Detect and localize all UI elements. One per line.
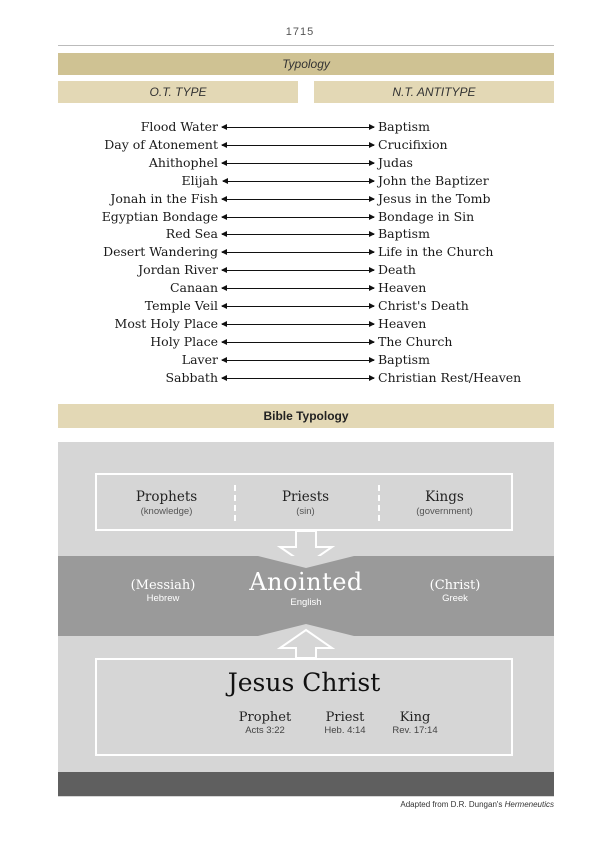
page-number: 1715 xyxy=(285,26,315,38)
nt-antitype-item: Christian Rest/Heaven xyxy=(378,369,522,385)
role-word: Prophet xyxy=(238,710,292,725)
nt-antitype-item: Life in the Church xyxy=(378,244,494,260)
nt-antitype-item: Heaven xyxy=(378,280,427,296)
credit-line xyxy=(58,800,554,809)
nt-antitype-item: Baptism xyxy=(378,119,430,134)
typology-pair-row xyxy=(0,297,600,315)
office-name: Priests xyxy=(281,489,330,505)
double-arrow-icon xyxy=(222,199,374,200)
credit-prefix: Adapted from D.R. Dungan's xyxy=(400,800,505,809)
typology-pair-row xyxy=(0,208,600,226)
role-ref: Acts 3:22 xyxy=(245,725,285,736)
role-ref: Heb. 4:14 xyxy=(324,725,366,736)
ot-type-item: Desert Wandering xyxy=(103,244,218,260)
jesus-christ-box xyxy=(95,658,513,756)
office-sub: (sin) xyxy=(296,506,315,517)
nt-antitype-item: Bondage in Sin xyxy=(378,208,475,224)
double-arrow-icon xyxy=(222,127,374,128)
double-arrow-icon xyxy=(222,288,374,289)
ot-type-item: Flood Water xyxy=(140,119,218,134)
role-prophet xyxy=(225,710,305,736)
office-name: Kings xyxy=(425,489,464,505)
typology-pair-row xyxy=(0,172,600,190)
double-arrow-icon xyxy=(222,360,374,361)
nt-antitype-item: John the Baptizer xyxy=(378,172,489,188)
role-word: Priest xyxy=(325,710,365,725)
nt-antitype-item: Death xyxy=(378,262,416,278)
nt-antitype-item: Crucifixion xyxy=(378,136,448,152)
typology-pair-row xyxy=(0,279,600,297)
bible-typology-title: Bible Typology xyxy=(58,404,554,428)
ot-type-item: Sabbath xyxy=(165,369,218,385)
role-word: King xyxy=(399,710,431,725)
nt-antitype-item: Baptism xyxy=(378,226,430,242)
ot-type-item: Jordan River xyxy=(138,262,218,278)
office-prophets xyxy=(97,489,236,517)
band-notch-top xyxy=(58,556,554,568)
ot-type-item: Laver xyxy=(181,351,218,367)
messiah-language: Hebrew xyxy=(146,593,180,604)
ot-type-item: Red Sea xyxy=(165,226,218,242)
ot-type-item: Egyptian Bondage xyxy=(101,208,218,224)
typology-pair-row xyxy=(0,118,600,136)
double-arrow-icon xyxy=(222,306,374,307)
header-rule xyxy=(58,45,554,46)
bible-typology-diagram xyxy=(58,442,554,797)
typology-pair-row xyxy=(0,136,600,154)
double-arrow-icon xyxy=(222,145,374,146)
typology-pair-row xyxy=(0,333,600,351)
anointed-label xyxy=(206,568,406,608)
typology-pair-row xyxy=(0,315,600,333)
double-arrow-icon xyxy=(222,270,374,271)
office-sub: (government) xyxy=(416,506,473,517)
role-priest xyxy=(305,710,385,736)
double-arrow-icon xyxy=(222,252,374,253)
ot-type-item: Day of Atonement xyxy=(104,136,218,152)
nt-antitype-item: Baptism xyxy=(378,351,430,367)
typology-pair-row xyxy=(0,243,600,261)
role-ref: Rev. 17:14 xyxy=(392,725,438,736)
anointed-language: English xyxy=(290,597,322,608)
typology-pair-row xyxy=(0,351,600,369)
ot-type-item: Ahithophel xyxy=(148,154,218,170)
double-arrow-icon xyxy=(222,378,374,379)
nt-antitype-item: Judas xyxy=(378,154,413,170)
typology-pair-row xyxy=(0,369,600,387)
credit-work: Hermeneutics xyxy=(504,800,554,809)
role-king xyxy=(375,710,455,736)
jesus-christ-title: Jesus Christ xyxy=(227,668,381,697)
ot-type-item: Canaan xyxy=(169,280,218,296)
christ-word: (Christ) xyxy=(429,578,481,593)
double-arrow-icon xyxy=(222,324,374,325)
typology-pair-row xyxy=(0,225,600,243)
ot-type-item: Elijah xyxy=(181,172,218,188)
double-arrow-icon xyxy=(222,342,374,343)
double-arrow-icon xyxy=(222,234,374,235)
ot-type-item: Most Holy Place xyxy=(114,315,218,331)
nt-antitype-item: Jesus in the Tomb xyxy=(378,190,491,206)
double-arrow-icon xyxy=(223,181,374,182)
anointed-band xyxy=(58,556,554,636)
typology-pair-row xyxy=(0,190,600,208)
typology-title: Typology xyxy=(58,53,554,75)
offices-box xyxy=(95,473,513,531)
office-sub: (knowledge) xyxy=(140,506,193,517)
typology-pair-row xyxy=(0,261,600,279)
nt-antitype-item: Heaven xyxy=(378,315,427,331)
ot-type-item: Jonah in the Fish xyxy=(110,190,218,206)
double-arrow-icon xyxy=(222,163,374,164)
nt-antitype-item: The Church xyxy=(378,333,453,349)
christ-language: Greek xyxy=(442,593,468,604)
office-priests xyxy=(236,489,375,517)
messiah-label xyxy=(118,578,208,604)
ot-type-header: O.T. TYPE xyxy=(58,81,298,103)
nt-antitype-header: N.T. ANTITYPE xyxy=(314,81,554,103)
office-kings xyxy=(375,489,514,517)
ot-type-item: Temple Veil xyxy=(144,298,218,313)
double-arrow-icon xyxy=(222,217,374,218)
messiah-word: (Messiah) xyxy=(130,578,196,593)
up-arrow-icon xyxy=(58,628,554,660)
christ-greek-label xyxy=(410,578,500,604)
anointed-word: Anointed xyxy=(249,568,363,596)
office-name: Prophets xyxy=(135,489,198,505)
footer-bar xyxy=(58,772,554,796)
nt-antitype-item: Christ's Death xyxy=(378,298,469,313)
ot-type-item: Holy Place xyxy=(150,333,218,349)
typology-pair-row xyxy=(0,154,600,172)
